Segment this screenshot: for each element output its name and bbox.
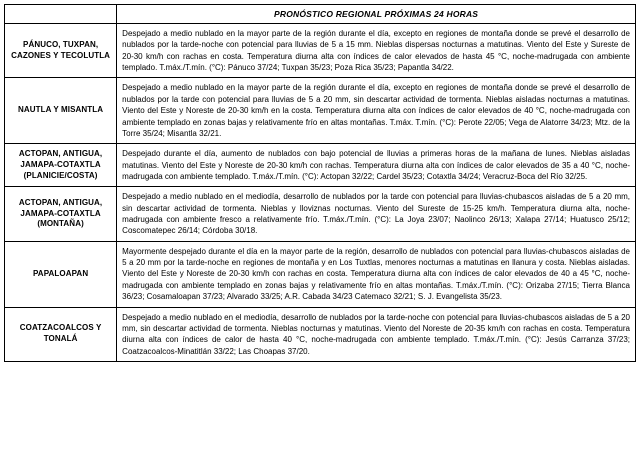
region-forecast-text: Despejado a medio nublado en la mayor parte de la región durante el día, excepto en regiones de montaña donde se prevé el desarrollo de nublados por la tarde con potencial para lluvias de 5 a 20 mm, sin descartar actividad de tormenta. Nieblas aisladas nocturnas a matutinas. Viento del Este y Noreste de 20-30 km/h en la costa. Temperatura diurna alta con índices de calor elevados de 40 °C, noche-madrugada con ambiente templado en zonas bajas y relativamente frío en altas montañas. T.máx. T.mín. (°C): Perote 22/05; Vega de Alatorre 34/23; Mtz. de la Torre 35/24; Misantla 32/21.: [117, 78, 636, 144]
table-header-row: [5, 5, 636, 24]
region-column-header: [5, 5, 117, 24]
table-row: [5, 24, 636, 78]
region-forecast-text: Despejado a medio nublado en la mayor parte de la región durante el día, excepto en regiones de montaña donde se prevé el desarrollo de nublados por la tarde-noche con potencial para lluvias de 5 a 15 mm. Nieblas dispersas nocturnas a matutinas. Viento del Este y Sureste de 20-30 km/h con rachas en costa. Temperatura diurna alta con índices de calor elevados de hasta 45 °C, noche-madrugada con ambiente templado. T.máx./T.mín. (°C): Pánuco 37/24; Tuxpan 35/23; Poza Rica 35/23; Papantla 34/22.: [117, 24, 636, 78]
region-name: ACTOPAN, ANTIGUA, JAMAPA-COTAXTLA (MONTAÑA): [5, 187, 117, 241]
table-row: [5, 78, 636, 144]
region-forecast-text: Despejado a medio nublado en el mediodía, desarrollo de nublados por la tarde con potencial para lluvias-chubascos aisladas de 5 a 20 mm, sin descartar actividad de tormenta. Nieblas y lloviznas nocturnas. Viento del Sureste de 15-25 km/h. Temperatura diurna alta, noche-madrugada con ambiente fresco a relativamente frío. T.máx./T.mín. (°C): La Joya 23/07; Naolinco 26/13; Xalapa 27/14; Huatusco 25/12; Coscomatepec 26/14; Córdoba 30/18.: [117, 187, 636, 241]
region-name: NAUTLA Y MISANTLA: [5, 78, 117, 144]
region-forecast-text: Despejado durante el día, aumento de nublados con bajo potencial de lluvias a primeras horas de la mañana de lunes. Nieblas aisladas matutinas. Viento del Este y Noreste de 20-30 km/h con rachas. Temperatura diurna alta con índices de calor elevados de 35 a 40 °C, noche-madrugada con ambiente templado. T.máx./T.mín. (°C): Actopan 32/22; Cardel 35/23; Cotaxtla 34/24; Veracruz-Boca del Río 32/25.: [117, 144, 636, 187]
region-name: PAPALOAPAN: [5, 241, 117, 307]
region-name: COATZACOALCOS Y TONALÁ: [5, 307, 117, 361]
region-name: ACTOPAN, ANTIGUA, JAMAPA-COTAXTLA (PLANICIE/COSTA): [5, 144, 117, 187]
region-forecast-text: Mayormente despejado durante el día en la mayor parte de la región, desarrollo de nublados con potencial para lluvias-chubascos aisladas de 5 a 20 mm por la tarde-noche en regiones de montaña y en Los Tuxtlas, menores nocturnas a matutinas en llanura y costa. Nieblas aisladas. Viento del Este y Noreste de 20-30 km/h con rachas en costa. Temperatura diurna alta con índices de calor elevados de 40 a 45 °C, noche-madrugada con ambiente templado en zonas bajas y relativamente frío en altas montañas. T.máx./T.mín. (°C): Orizaba 27/15; Tierra Blanca 36/23; Cosamaloapan 37/23; Alvarado 33/25; A.R. Cabada 34/23 Catemaco 32/21; S. J. Evangelista 35/23.: [117, 241, 636, 307]
table-row: [5, 144, 636, 187]
table-row: [5, 187, 636, 241]
table-row: [5, 307, 636, 361]
region-forecast-text: Despejado a medio nublado en el mediodía, desarrollo de nublados por la tarde-noche con potencial para lluvias-chubascos aisladas de 5 a 20 mm, sin descartar actividad de tormenta. Nieblas nocturnas y matutinas. Viento del Noreste de 20-35 km/h con rachas en costa. Temperatura diurna alta con índices de calor de hasta 40 °C, noche-madrugada con ambiente templado. T.máx./T.mín. (°C): Jesús Carranza 37/23; Coatzacoalcos-Minatitlán 33/22; Las Choapas 37/20.: [117, 307, 636, 361]
table-row: [5, 241, 636, 307]
forecast-column-header: PRONÓSTICO REGIONAL PRÓXIMAS 24 HORAS: [117, 5, 636, 24]
regional-forecast-table: [4, 4, 636, 362]
region-name: PÁNUCO, TUXPAN, CAZONES Y TECOLUTLA: [5, 24, 117, 78]
